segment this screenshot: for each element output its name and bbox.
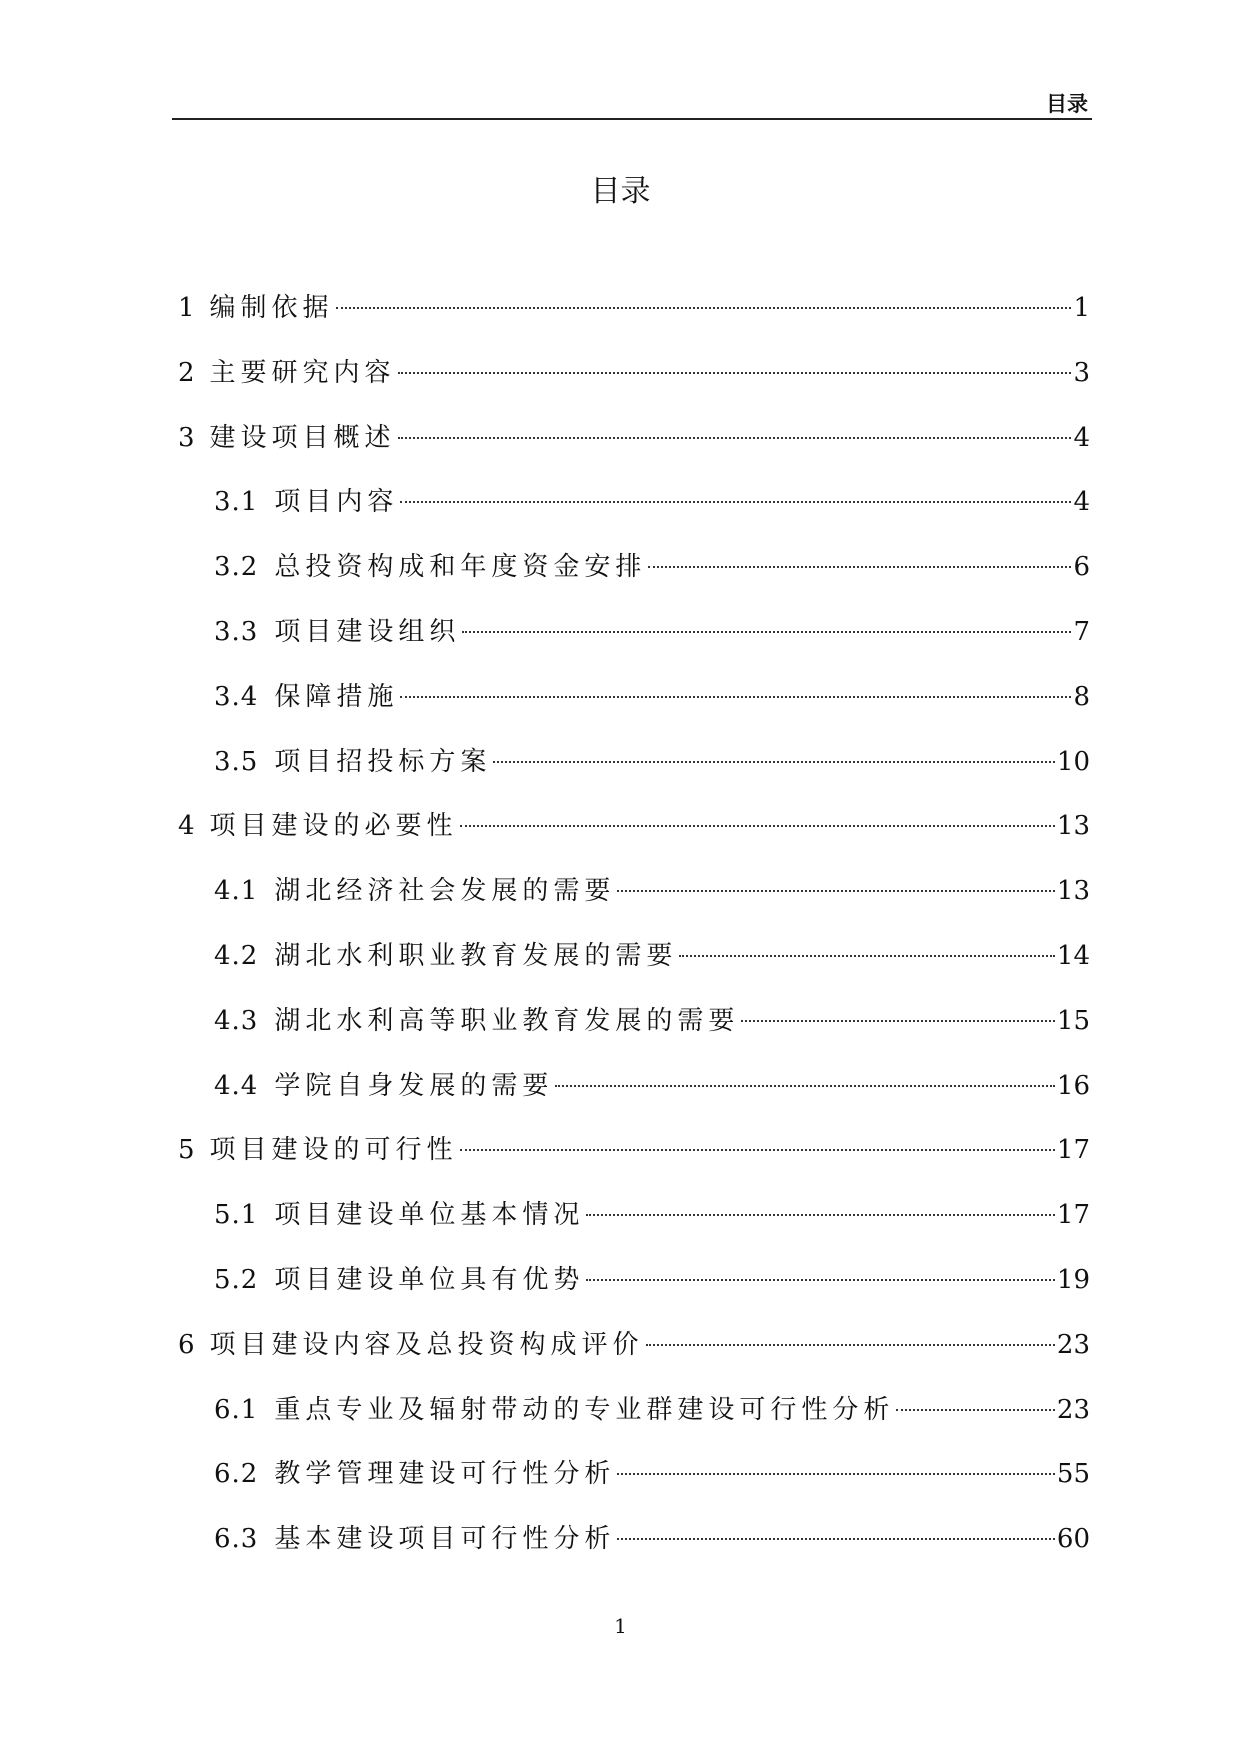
toc-entry-page: 4 [1073, 422, 1090, 453]
toc-dot-leader [462, 631, 1071, 633]
toc-dot-leader [646, 1344, 1055, 1346]
toc-entry-number: 5.2 [214, 1264, 259, 1295]
toc-dot-leader [617, 1473, 1055, 1475]
toc-entry-number: 3.1 [214, 487, 259, 518]
running-header-title: 目录 [1046, 92, 1088, 116]
toc-entry-number: 3 [178, 422, 196, 453]
toc-entry[interactable] [178, 1001, 1090, 1066]
toc-dot-leader [400, 501, 1071, 503]
toc-dot-leader [617, 890, 1055, 892]
running-header [172, 86, 1092, 120]
toc-entry-number: 4.4 [214, 1070, 259, 1101]
toc-entry-label: 总投资构成和年度资金安排 [274, 552, 647, 583]
toc-entry[interactable] [178, 871, 1090, 936]
toc-entry[interactable] [178, 806, 1090, 871]
toc-entry-number: 5 [178, 1135, 196, 1166]
toc-dot-leader [648, 566, 1071, 568]
toc-entry-label: 项目内容 [274, 487, 399, 518]
toc-entry-label: 项目建设单位具有优势 [274, 1264, 585, 1295]
toc-entry-label: 湖北水利职业教育发展的需要 [274, 940, 678, 971]
toc-entry[interactable] [178, 677, 1090, 742]
toc-dot-leader [679, 955, 1055, 957]
toc-dot-leader [460, 825, 1055, 827]
toc-entry[interactable] [178, 288, 1090, 353]
toc-entry-label: 编制依据 [209, 293, 334, 323]
toc-dot-leader [741, 1020, 1055, 1022]
toc-entry[interactable] [178, 612, 1090, 677]
toc-entry-page: 19 [1056, 1264, 1090, 1295]
toc-dot-leader [398, 372, 1072, 374]
toc-entry-number: 4.3 [214, 1005, 259, 1036]
toc-entry-label: 项目建设的可行性 [209, 1135, 458, 1166]
toc-entry-number: 6.3 [214, 1524, 259, 1555]
toc-entry-page: 55 [1056, 1459, 1090, 1490]
toc-entry-label: 湖北水利高等职业教育发展的需要 [274, 1005, 740, 1036]
toc-entry-page: 17 [1056, 1200, 1090, 1231]
toc-entry-label: 主要研究内容 [209, 357, 396, 388]
toc-entry-number: 5.1 [214, 1200, 259, 1231]
toc-dot-leader [400, 696, 1071, 698]
toc-entry[interactable] [178, 418, 1090, 483]
toc-entry-number: 4.2 [214, 940, 259, 971]
toc-entry-page: 7 [1073, 616, 1090, 647]
toc-entry[interactable] [178, 1195, 1090, 1260]
toc-entry[interactable] [178, 1390, 1090, 1455]
toc-entry-label: 重点专业及辐射带动的专业群建设可行性分析 [274, 1394, 895, 1425]
toc-entry-page: 23 [1056, 1394, 1090, 1425]
toc-entry-label: 学院自身发展的需要 [274, 1070, 554, 1101]
toc-entry[interactable] [178, 1454, 1090, 1519]
toc-entry[interactable] [178, 1519, 1090, 1584]
toc-entry-number: 3.4 [214, 681, 259, 712]
toc-dot-leader [896, 1409, 1055, 1411]
toc-entry-number: 6.2 [214, 1459, 259, 1490]
toc-entry-page: 17 [1056, 1135, 1090, 1166]
toc-dot-leader [555, 1085, 1055, 1087]
toc-entry-page: 1 [1073, 293, 1090, 323]
toc-entry-page: 15 [1056, 1005, 1090, 1036]
toc-entry-page: 4 [1073, 487, 1090, 518]
toc-entry-page: 3 [1073, 357, 1090, 388]
toc-entry[interactable] [178, 936, 1090, 1001]
toc-entry-number: 3.3 [214, 616, 259, 647]
toc-entry[interactable] [178, 482, 1090, 547]
toc-entry-page: 16 [1056, 1070, 1090, 1101]
toc-entry-label: 保障措施 [274, 681, 399, 712]
toc-entry-label: 项目建设内容及总投资构成评价 [209, 1329, 644, 1360]
toc-dot-leader [586, 1214, 1055, 1216]
toc-entry[interactable] [178, 353, 1090, 418]
toc-entry[interactable] [178, 742, 1090, 807]
toc-entry-number: 6 [178, 1329, 196, 1360]
toc-entry-number: 4 [178, 811, 196, 842]
toc-dot-leader [336, 307, 1072, 309]
toc-entry[interactable] [178, 1325, 1090, 1390]
toc-entry-page: 6 [1073, 552, 1090, 583]
toc-entry-label: 建设项目概述 [209, 422, 396, 453]
toc-entry-number: 2 [178, 357, 196, 388]
toc-entry-number: 1 [178, 293, 196, 323]
toc-entry[interactable] [178, 547, 1090, 612]
toc-entry-page: 10 [1056, 746, 1090, 777]
toc-entry-label: 教学管理建设可行性分析 [274, 1459, 616, 1490]
toc-entry-label: 项目招投标方案 [274, 746, 492, 777]
page-number: 1 [614, 1614, 627, 1638]
toc-entry-number: 4.1 [214, 876, 259, 907]
toc-entry-number: 3.5 [214, 746, 259, 777]
toc-dot-leader [493, 761, 1055, 763]
toc-entry-label: 基本建设项目可行性分析 [274, 1524, 616, 1555]
toc-dot-leader [617, 1538, 1055, 1540]
toc-entry[interactable] [178, 1066, 1090, 1131]
toc-entry-label: 项目建设的必要性 [209, 811, 458, 842]
toc-dot-leader [460, 1149, 1055, 1151]
toc-entry-label: 湖北经济社会发展的需要 [274, 876, 616, 907]
toc-entry-page: 23 [1056, 1329, 1090, 1360]
page-title: 目录 [590, 174, 651, 209]
toc-dot-leader [586, 1279, 1055, 1281]
toc-entry-page: 13 [1056, 811, 1090, 842]
toc-entry-number: 6.1 [214, 1394, 259, 1425]
toc-entry-page: 14 [1056, 940, 1090, 971]
toc-entry[interactable] [178, 1130, 1090, 1195]
toc-entry[interactable] [178, 1260, 1090, 1325]
toc-entry-label: 项目建设组织 [274, 616, 461, 647]
toc-entry-label: 项目建设单位基本情况 [274, 1200, 585, 1231]
toc-entry-page: 60 [1056, 1524, 1090, 1555]
toc-dot-leader [398, 437, 1072, 439]
toc-entry-number: 3.2 [214, 552, 259, 583]
toc-entry-page: 13 [1056, 876, 1090, 907]
toc-entry-page: 8 [1073, 681, 1090, 712]
table-of-contents [178, 288, 1090, 1584]
